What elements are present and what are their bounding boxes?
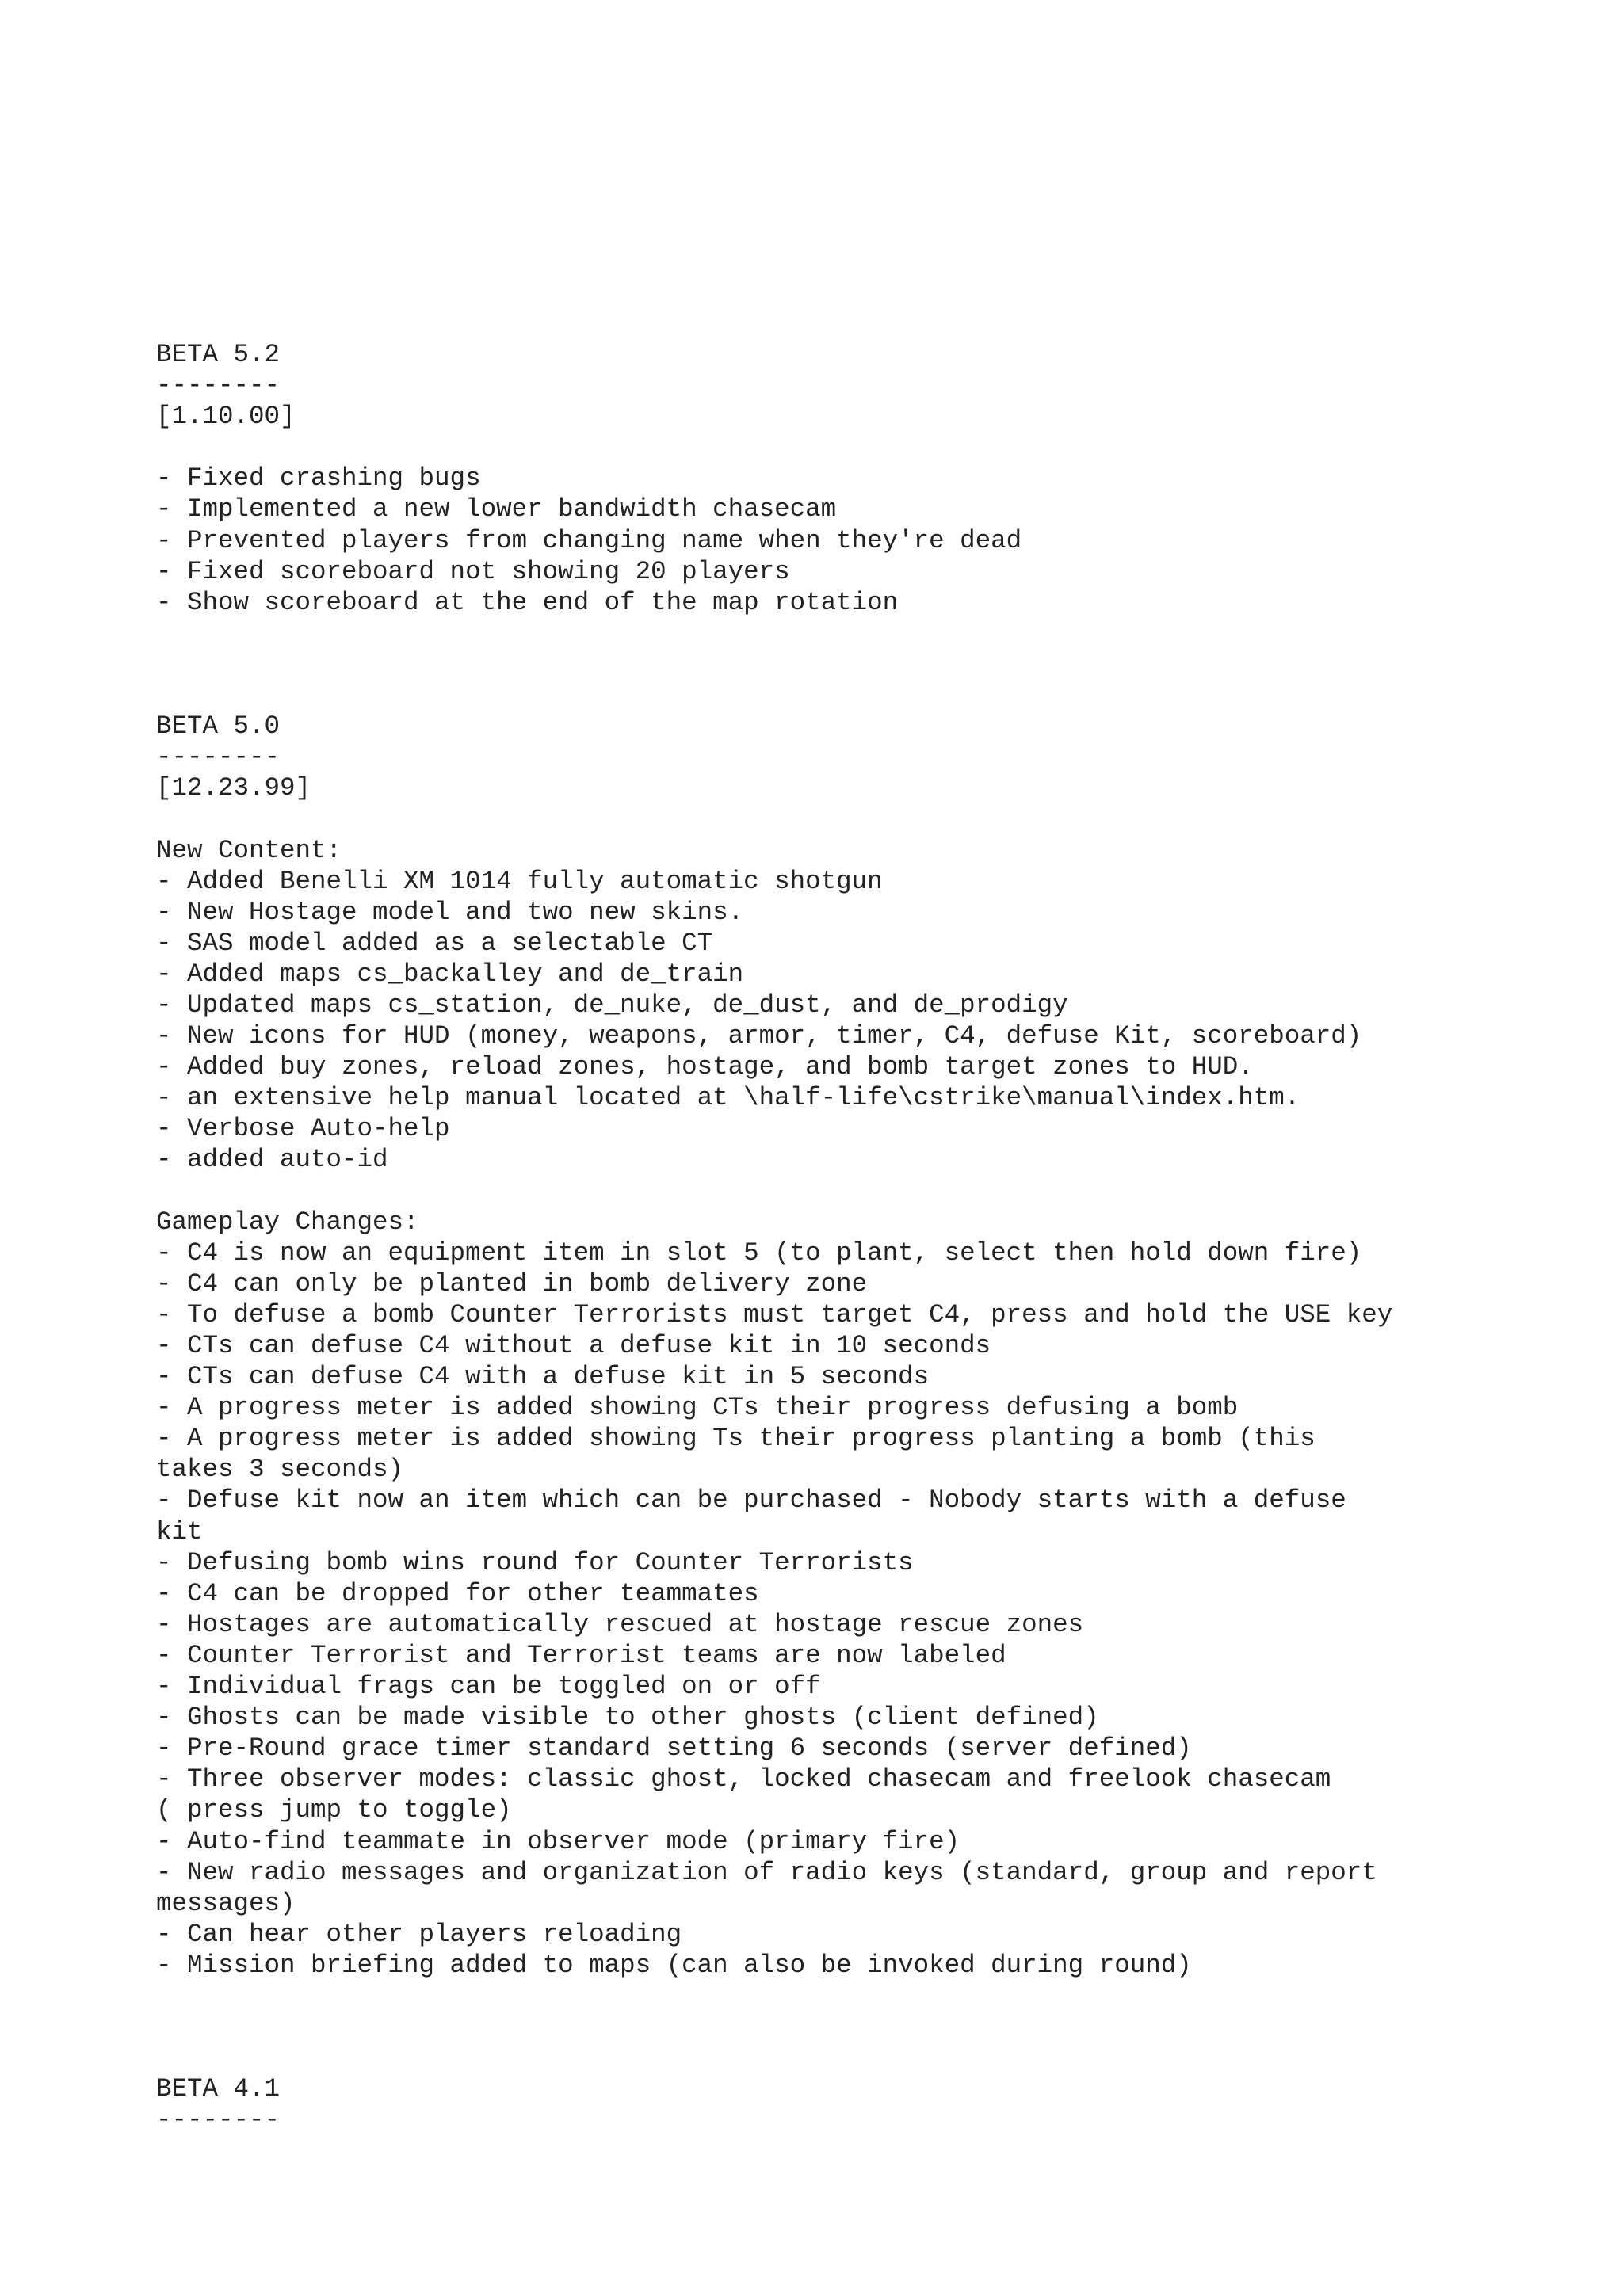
change-item: - Counter Terrorist and Terrorist teams are now labeled [156, 1640, 1006, 1670]
change-item: - C4 can only be planted in bomb delivery zone [156, 1268, 868, 1299]
version-title: BETA 5.2 [156, 340, 281, 369]
change-item: ( press jump to toggle) [156, 1795, 512, 1825]
release-date: [12.23.99] [156, 773, 311, 803]
changelog-section [156, 339, 1503, 618]
change-item: - Added Benelli XM 1014 fully automatic shotgun [156, 866, 883, 896]
changelog-section [156, 2073, 1503, 2135]
change-item: - Show scoreboard at the end of the map rotation [156, 587, 899, 617]
change-block [156, 835, 1503, 1176]
title-underline: -------- [156, 742, 281, 772]
change-block [156, 463, 1503, 617]
change-item: - Fixed crashing bugs [156, 463, 481, 494]
change-item: kit [156, 1516, 203, 1547]
change-item: - CTs can defuse C4 with a defuse kit in 5 seconds [156, 1362, 930, 1392]
change-item: - Hostages are automatically rescued at hostage rescue zones [156, 1609, 1084, 1639]
change-item: - Prevented players from changing name when they're dead [156, 525, 1022, 555]
change-item: - Added maps cs_backalley and de_train [156, 959, 744, 989]
change-item: - New radio messages and organization of radio keys (standard, group and report [156, 1857, 1377, 1887]
changelog-document [156, 339, 1503, 2135]
change-item: - A progress meter is added showing CTs their progress defusing a bomb [156, 1393, 1239, 1423]
block-heading: New Content: [156, 835, 342, 865]
change-item: - SAS model added as a selectable CT [156, 928, 713, 958]
change-item: - CTs can defuse C4 without a defuse kit in 10 seconds [156, 1331, 991, 1361]
block-heading: Gameplay Changes: [156, 1207, 419, 1237]
change-item: - Ghosts can be made visible to other ghosts (client defined) [156, 1703, 1099, 1733]
change-item: - Individual frags can be toggled on or off [156, 1672, 821, 1702]
change-item: - New icons for HUD (money, weapons, armor, timer, C4, defuse Kit, scoreboard) [156, 1021, 1362, 1051]
version-title: BETA 4.1 [156, 2074, 281, 2104]
change-item: - Can hear other players reloading [156, 1919, 682, 1949]
blank-line [156, 432, 1503, 463]
change-item: - added auto-id [156, 1145, 388, 1175]
change-item: - Mission briefing added to maps (can also be invoked during round) [156, 1950, 1192, 1980]
change-item: - Auto-find teammate in observer mode (primary fire) [156, 1826, 960, 1856]
change-item: - an extensive help manual located at \half-life\cstrike\manual\index.htm. [156, 1083, 1300, 1113]
change-item: - Updated maps cs_station, de_nuke, de_dust, and de_prodigy [156, 990, 1068, 1020]
version-title: BETA 5.0 [156, 711, 281, 742]
blank-line [156, 1176, 1503, 1207]
changelog-section [156, 711, 1503, 1981]
change-item: - Fixed scoreboard not showing 20 players [156, 556, 790, 586]
change-item: - Three observer modes: classic ghost, locked chasecam and freelook chasecam [156, 1764, 1331, 1794]
change-item: - Defuse kit now an item which can be purchased - Nobody starts with a defuse [156, 1486, 1346, 1516]
release-date: [1.10.00] [156, 402, 296, 432]
change-item: - C4 can be dropped for other teammates [156, 1578, 759, 1608]
change-item: - A progress meter is added showing Ts their progress planting a bomb (this [156, 1424, 1316, 1454]
change-item: messages) [156, 1888, 296, 1918]
title-underline: -------- [156, 2105, 281, 2135]
title-underline: -------- [156, 371, 281, 401]
blank-line [156, 803, 1503, 834]
change-item: - Pre-Round grace timer standard setting 6 seconds (server defined) [156, 1733, 1192, 1764]
change-item: - Defusing bomb wins round for Counter Terrorists [156, 1547, 914, 1577]
change-item: - Verbose Auto-help [156, 1114, 450, 1144]
change-item: - To defuse a bomb Counter Terrorists must target C4, press and hold the USE key [156, 1299, 1393, 1329]
change-item: - Added buy zones, reload zones, hostage, and bomb target zones to HUD. [156, 1052, 1254, 1082]
change-item: takes 3 seconds) [156, 1455, 404, 1485]
change-item: - Implemented a new lower bandwidth chasecam [156, 494, 837, 524]
change-item: - New Hostage model and two new skins. [156, 897, 744, 927]
change-block [156, 1207, 1503, 1981]
change-item: - C4 is now an equipment item in slot 5 (to plant, select then hold down fire) [156, 1238, 1362, 1268]
